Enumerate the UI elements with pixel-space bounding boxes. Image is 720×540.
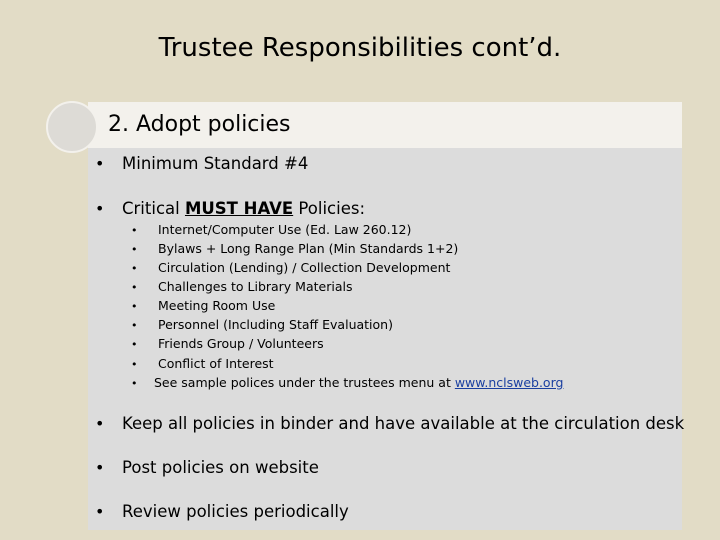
policy-text: Meeting Room Use	[158, 298, 276, 313]
policy-item	[131, 278, 352, 297]
bullet-text: Minimum Standard #4	[122, 154, 309, 173]
must-have-emphasis: MUST HAVE	[184, 199, 294, 218]
policy-text: Conflict of Interest	[158, 356, 274, 371]
sub-bullet-marker: •	[131, 377, 138, 390]
sub-bullet-marker: •	[131, 358, 138, 371]
bullet-marker: •	[95, 154, 105, 173]
bullet-marker: •	[95, 458, 105, 477]
bullet-text: Keep all policies in binder and have available at the circulation desk	[122, 414, 685, 433]
policy-item	[131, 297, 275, 316]
policy-text: Circulation (Lending) / Collection Development	[158, 260, 451, 275]
bullet-website	[95, 457, 319, 479]
policy-item	[131, 221, 411, 240]
bullet-marker: •	[95, 199, 105, 218]
policy-text: Friends Group / Volunteers	[158, 336, 324, 351]
bullet-review	[95, 501, 349, 523]
bullet-marker: •	[95, 502, 105, 521]
policy-text: Challenges to Library Materials	[158, 279, 353, 294]
sub-bullet-marker: •	[131, 224, 138, 237]
policy-item	[131, 355, 274, 374]
sample-policies-note	[131, 374, 563, 393]
bullet-text: Critical MUST HAVE Policies:	[122, 199, 366, 218]
policy-text: Internet/Computer Use (Ed. Law 260.12)	[158, 222, 412, 237]
bullet-marker: •	[95, 414, 105, 433]
policy-item	[131, 316, 393, 335]
bullet-text: Post policies on website	[122, 458, 319, 477]
policy-item	[131, 335, 324, 354]
bullet-binder	[95, 413, 684, 435]
bullet-text: Review policies periodically	[122, 502, 349, 521]
nclsweb-link[interactable]: www.nclsweb.org	[454, 375, 564, 390]
section-heading: 2. Adopt policies	[108, 112, 291, 137]
sub-bullet-marker: •	[131, 281, 138, 294]
sub-bullet-marker: •	[131, 262, 138, 275]
policy-item	[131, 240, 458, 259]
policy-text: Bylaws + Long Range Plan (Min Standards 1+2)	[158, 241, 459, 256]
bullet-critical-policies	[95, 198, 365, 220]
sub-bullet-marker: •	[131, 338, 138, 351]
policy-text: See sample polices under the trustees menu at www.nclsweb.org	[154, 375, 564, 390]
sub-bullet-marker: •	[131, 243, 138, 256]
banner-circle-decoration	[46, 101, 98, 153]
sub-bullet-marker: •	[131, 300, 138, 313]
policy-item	[131, 259, 450, 278]
sub-bullet-marker: •	[131, 319, 138, 332]
policy-text: Personnel (Including Staff Evaluation)	[158, 317, 393, 332]
bullet-minimum-standard	[95, 153, 308, 175]
slide-title: Trustee Responsibilities cont’d.	[158, 33, 562, 63]
